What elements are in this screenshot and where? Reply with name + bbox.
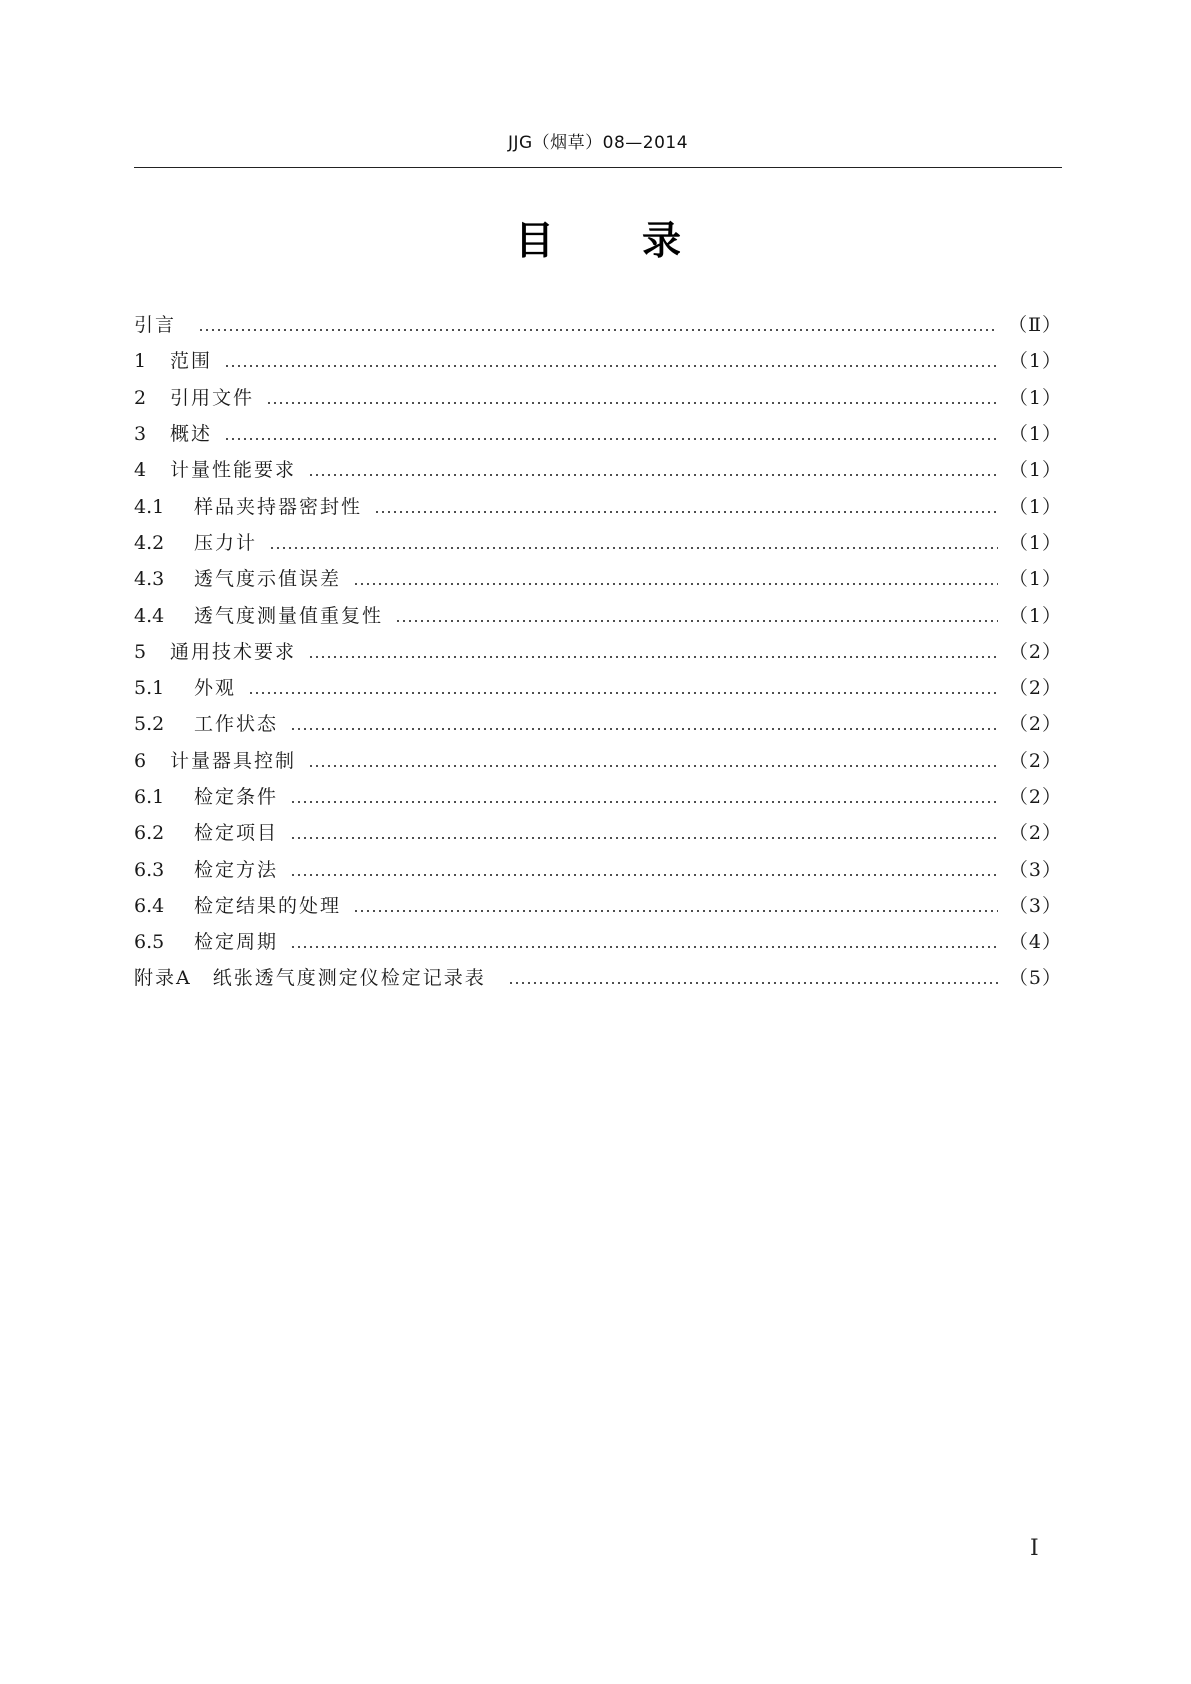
toc-entry-number: 4.1 (134, 495, 165, 518)
leader-dots (290, 946, 998, 948)
toc-entry-3[interactable] (134, 416, 1062, 452)
toc-entry-page: （1） (1008, 350, 1062, 373)
toc-entry-label: 检定结果的处理 (194, 894, 342, 917)
toc-entry-number: 6.3 (134, 858, 165, 881)
toc-entry-number: 4.3 (134, 568, 165, 591)
toc-entry-label: 工作状态 (194, 713, 279, 736)
toc-entry-number: 4.2 (134, 531, 165, 554)
toc-entry-number: 4 (134, 459, 147, 482)
toc-entry-page: （5） (1008, 967, 1062, 990)
toc-entry-label: 引言 (134, 314, 177, 337)
leader-dots (308, 765, 998, 767)
leader-dots (353, 583, 998, 585)
toc-entry-5[interactable] (134, 634, 1062, 670)
leader-dots (374, 511, 998, 513)
toc-entry-label: 概述 (170, 423, 213, 446)
leader-dots (269, 547, 998, 549)
toc-entry-number: 6.4 (134, 894, 165, 917)
toc-entry-4-4[interactable] (134, 597, 1062, 633)
toc-entry-page: （2） (1008, 640, 1062, 663)
toc-entry-number: 3 (134, 423, 147, 446)
toc-entry-page: （2） (1008, 786, 1062, 808)
toc-entry-page: （1） (1008, 423, 1062, 446)
toc-entry-label: 检定方法 (194, 858, 279, 881)
toc-entry-appendix-a[interactable] (134, 960, 1062, 996)
toc-entry-page: （1） (1008, 386, 1062, 409)
toc-entry-6-4[interactable] (134, 888, 1062, 924)
toc-entry-number: 4.4 (134, 604, 165, 627)
toc-entry-label: 透气度测量值重复性 (194, 604, 384, 627)
toc-entry-6-5[interactable] (134, 924, 1062, 960)
toc-entry-4-3[interactable] (134, 561, 1062, 597)
leader-dots (508, 982, 998, 984)
toc-entry-number: 5.1 (134, 677, 165, 700)
leader-dots (290, 837, 998, 839)
running-header: JJG（烟草）08—2014 (507, 133, 689, 153)
toc-entry-page: （2） (1008, 677, 1062, 700)
toc-entry-number: 6.2 (134, 822, 165, 845)
leader-dots (395, 620, 998, 622)
toc-entry-number: 5.2 (134, 713, 165, 736)
leader-dots (248, 692, 998, 694)
toc-entry-label: 检定周期 (194, 931, 279, 954)
toc-entry-6-1[interactable] (134, 779, 1062, 815)
toc-entry-label: 透气度示值误差 (194, 568, 342, 591)
leader-dots (198, 329, 998, 331)
toc-entry-page: （1） (1008, 459, 1062, 482)
leader-dots (224, 365, 998, 367)
toc-entry-2[interactable] (134, 380, 1062, 416)
toc-entry-label: 计量器具控制 (170, 749, 297, 772)
leader-dots (308, 474, 998, 476)
toc-entry-number: 1 (134, 350, 147, 373)
toc-entry-label: 通用技术要求 (170, 640, 297, 663)
toc-entry-page: （1） (1008, 531, 1062, 554)
toc-entry-page: （2） (1008, 713, 1062, 736)
toc-entry-4[interactable] (134, 452, 1062, 488)
toc-entry-number: 6.5 (134, 931, 165, 954)
toc-entry-label: 样品夹持器密封性 (194, 495, 363, 518)
toc-entry-1[interactable] (134, 343, 1062, 379)
page-title: 目录 (514, 219, 769, 264)
toc-entry-page: （2） (1008, 822, 1062, 845)
leader-dots (353, 910, 998, 912)
toc-entry-label: 附录A 纸张透气度测定仪检定记录表 (134, 967, 486, 990)
toc-entry-6-3[interactable] (134, 851, 1062, 887)
toc-entry-number: 5 (134, 640, 147, 663)
toc-entry-page: （1） (1008, 604, 1062, 627)
leader-dots (266, 402, 998, 404)
toc-entry-page: （3） (1008, 858, 1062, 881)
toc-entry-4-2[interactable] (134, 525, 1062, 561)
toc-entry-label: 检定条件 (194, 786, 279, 808)
toc-entry-number: 6 (134, 749, 147, 772)
toc-entry-label: 范围 (170, 350, 213, 373)
header-rule (134, 167, 1062, 168)
toc-entry-label: 检定项目 (194, 822, 279, 845)
toc-entry-page: （1） (1008, 568, 1062, 591)
leader-dots (290, 874, 998, 876)
leader-dots (290, 801, 998, 803)
toc-entry-label: 引用文件 (170, 386, 255, 409)
toc-entry-page: （4） (1008, 931, 1062, 954)
toc-entry-page: （3） (1008, 894, 1062, 917)
leader-dots (224, 438, 998, 440)
toc-entry-intro[interactable] (134, 307, 1062, 343)
toc-entry-label: 压力计 (194, 531, 258, 554)
leader-dots (308, 656, 998, 658)
table-of-contents (134, 307, 1062, 997)
toc-entry-page: （Ⅱ） (1008, 314, 1062, 337)
leader-dots (290, 728, 998, 730)
toc-entry-label: 外观 (194, 677, 237, 700)
toc-entry-number: 6.1 (134, 786, 165, 808)
page-number: Ⅰ (1030, 1536, 1039, 1561)
toc-entry-5-1[interactable] (134, 670, 1062, 706)
toc-entry-4-1[interactable] (134, 488, 1062, 524)
toc-entry-6[interactable] (134, 743, 1062, 779)
toc-entry-page: （1） (1008, 495, 1062, 518)
toc-entry-page: （2） (1008, 749, 1062, 772)
toc-entry-label: 计量性能要求 (170, 459, 297, 482)
toc-entry-6-2[interactable] (134, 815, 1062, 851)
toc-entry-5-2[interactable] (134, 706, 1062, 742)
toc-entry-number: 2 (134, 386, 147, 409)
